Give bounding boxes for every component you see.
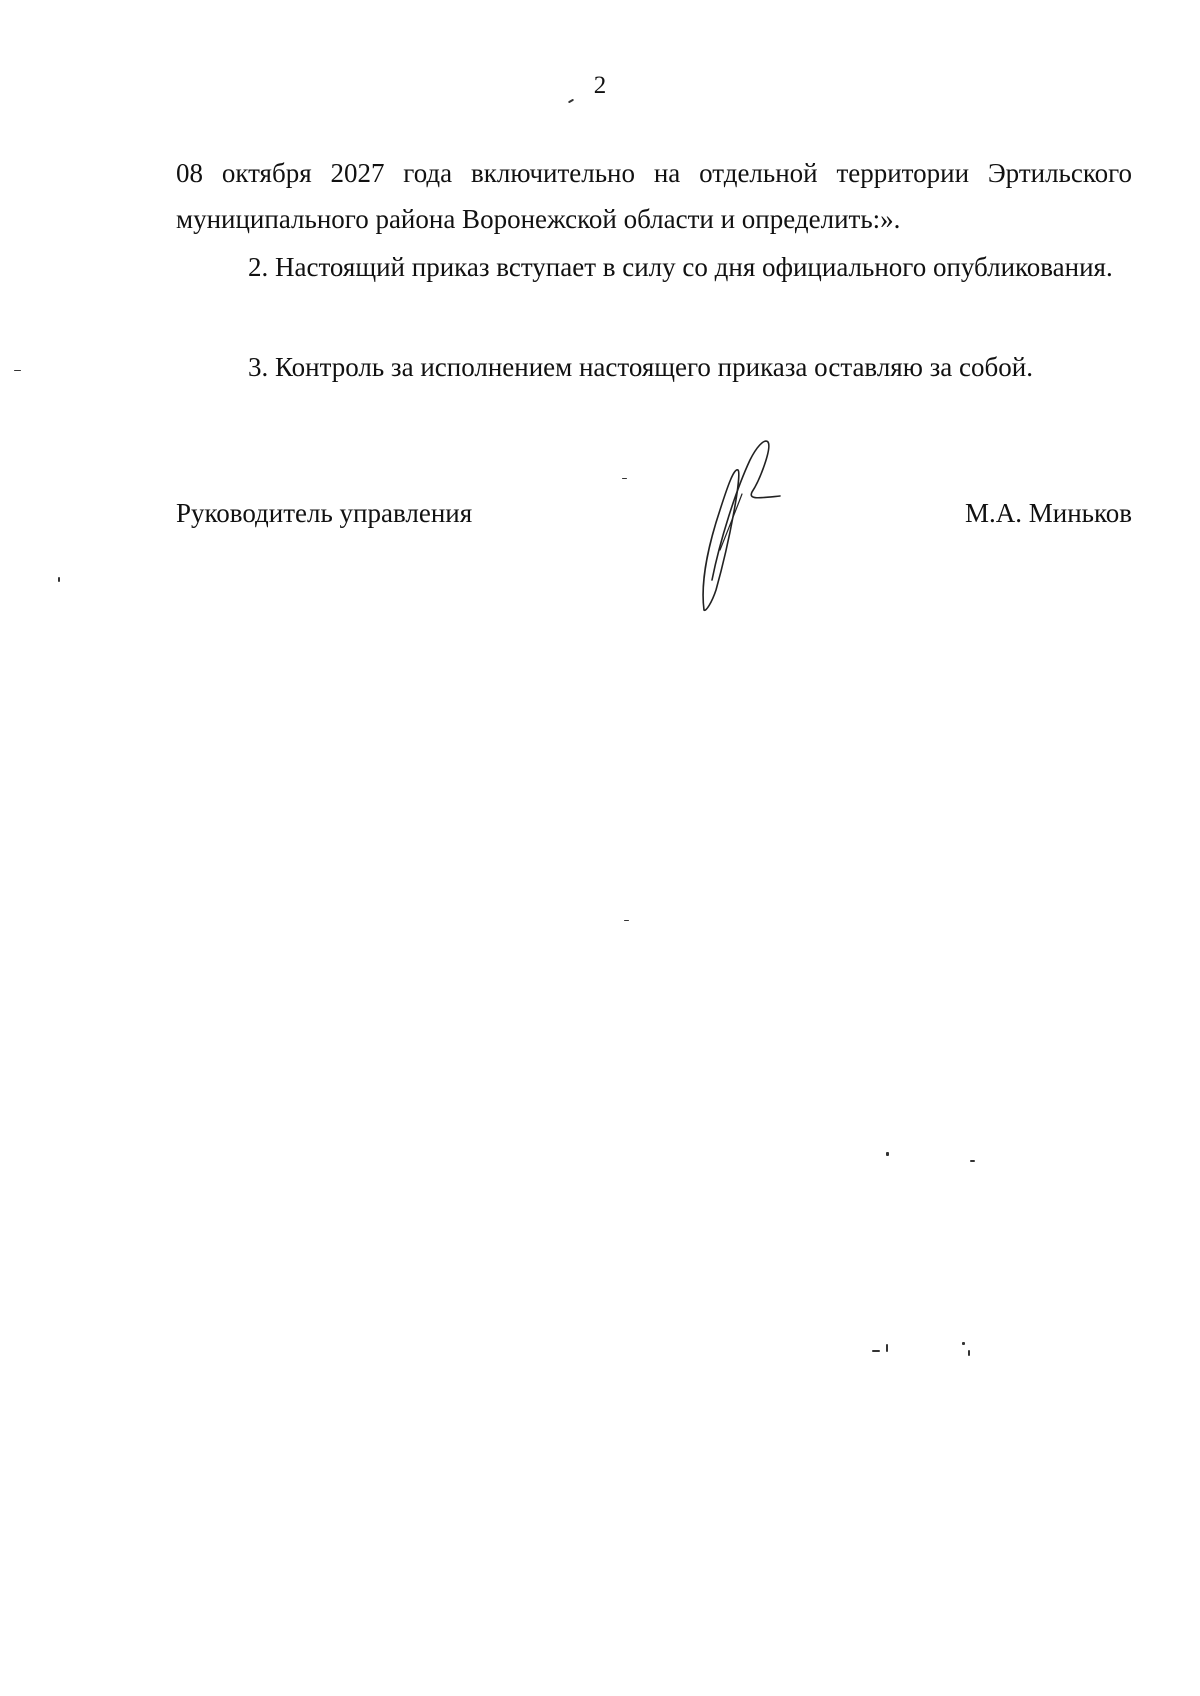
scan-speck — [968, 1350, 970, 1356]
signature-row — [176, 490, 1132, 536]
handwritten-signature-icon — [690, 430, 800, 615]
paragraph-2: 2. Настоящий приказ вступает в силу со дня официального опубликования. — [248, 252, 1113, 282]
paragraph-1: 08 октября 2027 года включительно на отдельной территории Эртильского муниципального района Воронежской области и определить:». — [176, 158, 1132, 234]
scan-speck — [872, 1350, 880, 1352]
signatory-position: Руководитель управления — [176, 498, 473, 528]
scan-speck — [14, 370, 21, 371]
scan-speck — [58, 577, 60, 582]
paragraph-3: 3. Контроль за исполнением настоящего приказа оставляю за собой. — [248, 352, 1033, 382]
scan-speck — [962, 1342, 965, 1345]
scan-speck — [970, 1160, 975, 1162]
scan-speck — [624, 920, 629, 921]
signatory-name: М.А. Миньков — [965, 498, 1132, 528]
scan-speck — [886, 1344, 888, 1352]
scan-speck — [886, 1152, 889, 1156]
scan-speck — [622, 478, 627, 479]
page-number: 2 — [593, 72, 607, 99]
